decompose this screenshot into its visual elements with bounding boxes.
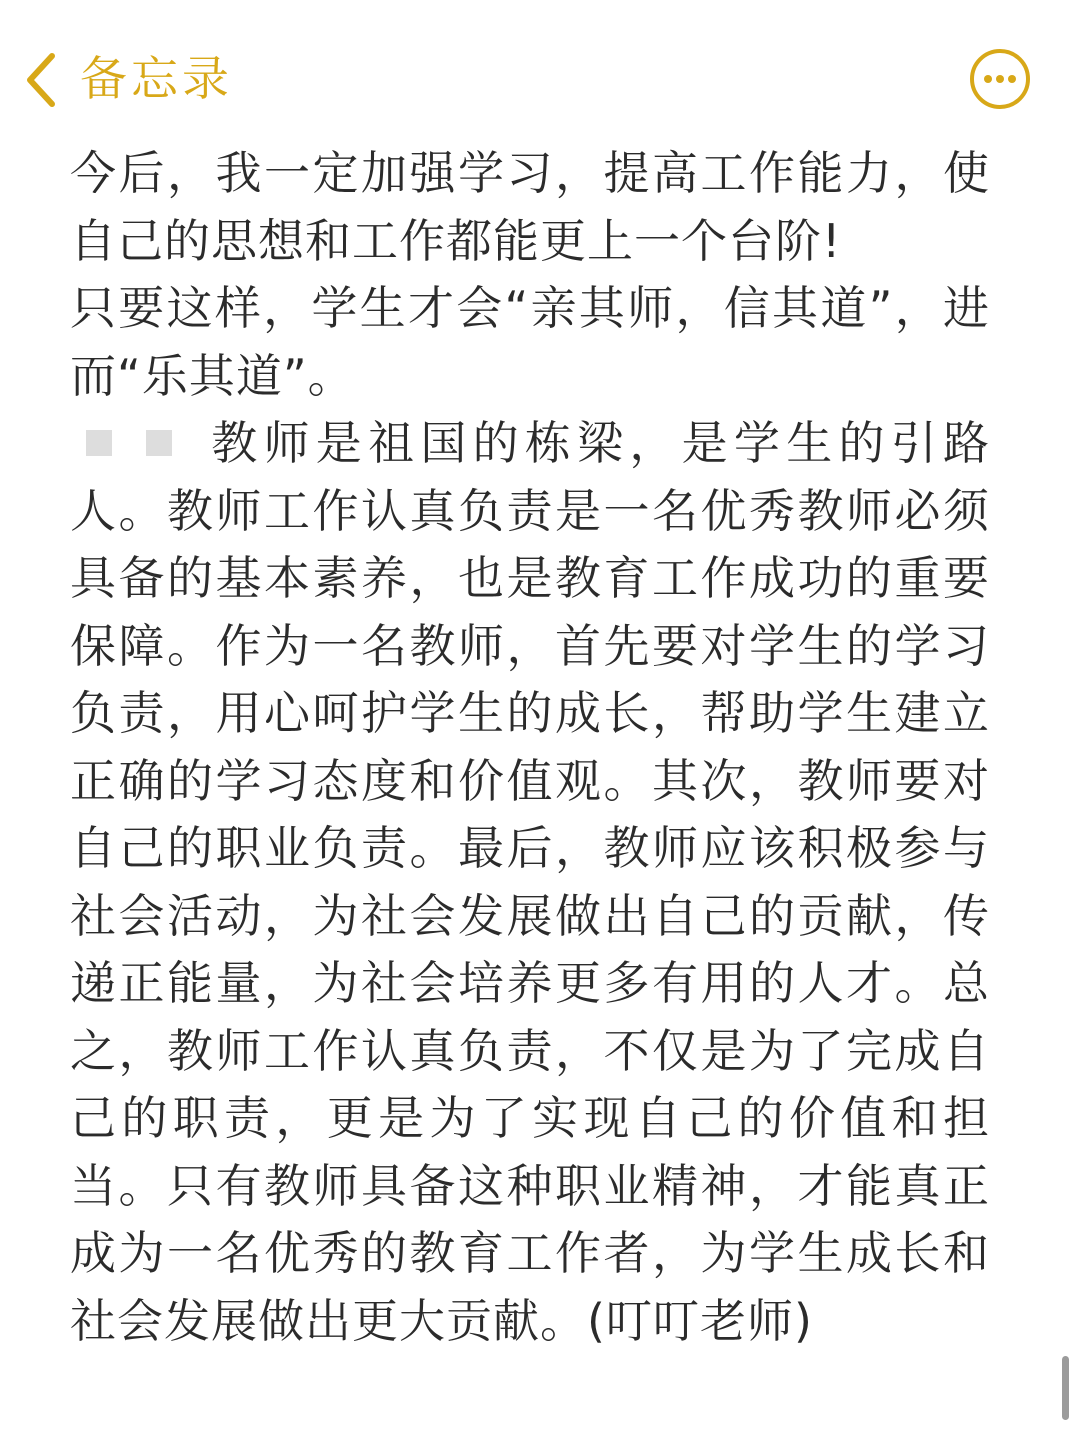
back-button-label: 备忘录: [80, 52, 233, 107]
note-body[interactable]: [70, 140, 990, 1355]
more-options-button[interactable]: [968, 47, 1032, 111]
note-paragraph: 今后，我一定加强学习，提高工作能力，使自己的思想和工作都能更上一个台阶!: [70, 146, 990, 268]
navigation-bar: [0, 0, 1080, 150]
note-paragraph: 只要这样，学生才会“亲其师，信其道”，进而“乐其道”。: [70, 281, 990, 403]
more-horizontal-icon: [968, 47, 1032, 111]
note-paragraph: [70, 410, 990, 1355]
chevron-left-icon: [20, 50, 62, 110]
placeholder-square-icon: [86, 430, 112, 456]
placeholder-square-icon: [146, 430, 172, 456]
scrollbar[interactable]: [1062, 1356, 1069, 1420]
note-paragraph-text: 教师是祖国的栋梁，是学生的引路人。教师工作认真负责是一名优秀教师必须具备的基本素养，也是教育工作成功的重要保障。作为一名教师，首先要对学生的学习负责，用心呵护学生的成长，帮助学生建立正确的学习态度和价值观。其次，教师要对自己的职业负责。最后，教师应该积极参与社会活动，为社会发展做出自己的贡献，传递正能量，为社会培养更多有用的人才。总之，教师工作认真负责，不仅是为了完成自己的职责，更是为了实现自己的价值和担当。只有教师具备这种职业精神，才能真正成为一名优秀的教育工作者，为学生成长和社会发展做出更大贡献。(叮叮老师): [70, 416, 990, 1348]
back-button[interactable]: [20, 44, 233, 116]
